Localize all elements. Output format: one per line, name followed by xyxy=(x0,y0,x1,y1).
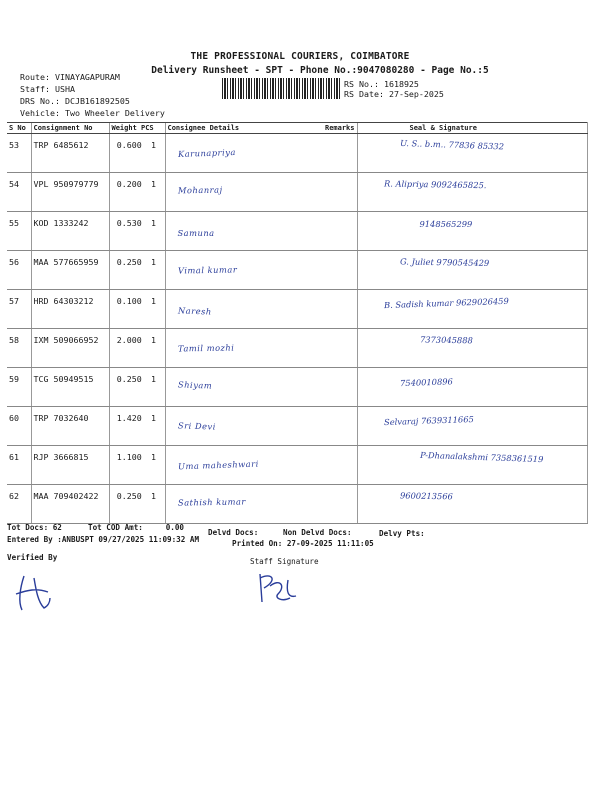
consignee-handwriting: Sathish kumar xyxy=(177,496,246,508)
row-consignee xyxy=(165,212,309,251)
col-weight-pcs: Weight PCS xyxy=(109,123,165,134)
col-remarks: Remarks xyxy=(309,123,357,134)
consignee-handwriting: Mohanraj xyxy=(177,184,223,196)
consignee-handwriting: Tamil mozhi xyxy=(177,342,234,354)
col-consignee: Consignee Details xyxy=(165,123,309,134)
row-pcs: 1 xyxy=(149,329,165,368)
table-row xyxy=(7,173,587,212)
staff-signature-label: Staff Signature xyxy=(250,557,319,566)
consignee-handwriting: Sri Devi xyxy=(177,420,216,432)
row-seal-signature xyxy=(357,173,587,212)
row-sno: 58 xyxy=(7,329,31,368)
row-weight: 0.100 xyxy=(109,290,149,329)
row-sno: 56 xyxy=(7,251,31,290)
row-pcs: 1 xyxy=(149,485,165,524)
row-pcs: 1 xyxy=(149,368,165,407)
row-pcs: 1 xyxy=(149,173,165,212)
row-weight: 1.100 xyxy=(109,446,149,485)
seal-handwriting: P-Dhanalakshmi 7358361519 xyxy=(419,449,544,465)
seal-handwriting: 7540010896 xyxy=(399,376,453,389)
table-row xyxy=(7,134,587,173)
row-consignment-no: HRD 64303212 xyxy=(31,290,109,329)
table-row xyxy=(7,251,587,290)
verified-by-label: Verified By xyxy=(7,553,58,562)
rs-number: RS No.: 1618925 xyxy=(344,79,419,89)
delivery-points: Delvy Pts: xyxy=(379,529,425,538)
row-weight: 0.250 xyxy=(109,485,149,524)
seal-handwriting: 9148565299 xyxy=(419,219,473,229)
seal-handwriting: B. Sadish kumar 9629026459 xyxy=(383,295,509,311)
runsheet-table xyxy=(7,122,588,524)
row-consignee xyxy=(165,485,309,524)
row-weight: 2.000 xyxy=(109,329,149,368)
row-consignment-no: TRP 7032640 xyxy=(31,407,109,446)
row-weight: 0.200 xyxy=(109,173,149,212)
row-remarks xyxy=(309,212,357,251)
row-consignment-no: VPL 950979779 xyxy=(31,173,109,212)
table-row xyxy=(7,290,587,329)
table-row xyxy=(7,407,587,446)
entered-by: Entered By :ANBUSPT 09/27/2025 11:09:32 AM xyxy=(7,535,200,544)
row-seal-signature xyxy=(357,485,587,524)
row-weight: 0.530 xyxy=(109,212,149,251)
row-remarks xyxy=(309,407,357,446)
row-sno: 62 xyxy=(7,485,31,524)
delivered-docs: Delvd Docs: xyxy=(208,528,259,537)
printed-on: Printed On: 27-09-2025 11:11:05 xyxy=(232,539,374,548)
route-label: Route: VINAYAGAPURAM xyxy=(20,72,120,82)
row-weight: 0.250 xyxy=(109,368,149,407)
seal-handwriting: G. Juliet 9790545429 xyxy=(399,256,489,268)
col-consignment: Consignment No xyxy=(31,123,109,134)
staff-signature xyxy=(252,568,302,608)
row-pcs: 1 xyxy=(149,251,165,290)
row-weight: 1.420 xyxy=(109,407,149,446)
row-consignment-no: IXM 509066952 xyxy=(31,329,109,368)
vehicle-label: Vehicle: Two Wheeler Delivery xyxy=(20,108,165,118)
row-consignee xyxy=(165,407,309,446)
row-sno: 55 xyxy=(7,212,31,251)
table-header-row xyxy=(7,123,587,134)
col-sno: S No xyxy=(7,123,31,134)
row-sno: 54 xyxy=(7,173,31,212)
row-remarks xyxy=(309,290,357,329)
row-seal-signature xyxy=(357,251,587,290)
row-remarks xyxy=(309,251,357,290)
row-consignment-no: MAA 577665959 xyxy=(31,251,109,290)
row-weight: 0.600 xyxy=(109,134,149,173)
row-sno: 53 xyxy=(7,134,31,173)
row-remarks xyxy=(309,134,357,173)
rs-date: RS Date: 27-Sep-2025 xyxy=(344,89,444,99)
row-consignee xyxy=(165,290,309,329)
row-consignee xyxy=(165,173,309,212)
consignee-handwriting: Karunapriya xyxy=(177,146,236,160)
row-consignee xyxy=(165,329,309,368)
consignee-handwriting: Uma maheshwari xyxy=(177,458,259,472)
table-row xyxy=(7,212,587,251)
row-seal-signature xyxy=(357,446,587,485)
col-seal: Seal & Signature xyxy=(357,123,587,134)
row-sno: 57 xyxy=(7,290,31,329)
seal-handwriting: 7373045888 xyxy=(419,334,473,346)
table-row xyxy=(7,485,587,524)
row-consignee xyxy=(165,134,309,173)
row-consignee xyxy=(165,446,309,485)
consignee-handwriting: Samuna xyxy=(177,228,215,238)
row-consignee xyxy=(165,251,309,290)
row-pcs: 1 xyxy=(149,446,165,485)
row-sno: 59 xyxy=(7,368,31,407)
row-seal-signature xyxy=(357,329,587,368)
row-consignment-no: RJP 3666815 xyxy=(31,446,109,485)
drs-number: DRS No.: DCJB161892505 xyxy=(20,96,130,106)
tot-docs: Tot Docs: 62 xyxy=(7,523,62,532)
consignee-handwriting: Naresh xyxy=(177,305,212,317)
row-seal-signature xyxy=(357,290,587,329)
seal-handwriting: 9600213566 xyxy=(399,490,453,502)
verified-signature xyxy=(14,568,54,616)
row-sno: 60 xyxy=(7,407,31,446)
row-pcs: 1 xyxy=(149,134,165,173)
row-pcs: 1 xyxy=(149,290,165,329)
row-remarks xyxy=(309,173,357,212)
company-title: THE PROFESSIONAL COURIERS, COIMBATORE xyxy=(190,51,410,62)
staff-label: Staff: USHA xyxy=(20,84,75,94)
row-remarks xyxy=(309,329,357,368)
row-consignment-no: MAA 709402422 xyxy=(31,485,109,524)
row-pcs: 1 xyxy=(149,407,165,446)
consignee-handwriting: Vimal kumar xyxy=(177,264,237,276)
non-delivered-docs: Non Delvd Docs: xyxy=(283,528,352,537)
row-consignment-no: TCG 50949515 xyxy=(31,368,109,407)
row-pcs: 1 xyxy=(149,212,165,251)
table-row xyxy=(7,368,587,407)
row-seal-signature xyxy=(357,368,587,407)
table-row xyxy=(7,329,587,368)
row-consignee xyxy=(165,368,309,407)
row-seal-signature xyxy=(357,212,587,251)
tot-cod-amount: Tot COD Amt: 0.00 xyxy=(88,523,185,532)
table-row xyxy=(7,446,587,485)
row-seal-signature xyxy=(357,407,587,446)
consignee-handwriting: Shiyam xyxy=(177,379,212,391)
row-consignment-no: KOD 1333242 xyxy=(31,212,109,251)
row-weight: 0.250 xyxy=(109,251,149,290)
barcode xyxy=(222,78,340,99)
row-remarks xyxy=(309,485,357,524)
row-consignment-no: TRP 6485612 xyxy=(31,134,109,173)
row-remarks xyxy=(309,368,357,407)
row-remarks xyxy=(309,446,357,485)
row-sno: 61 xyxy=(7,446,31,485)
seal-handwriting: R. Alipriya 9092465825. xyxy=(383,178,487,191)
seal-handwriting: U. S.. b.m.. 77836 85332 xyxy=(399,137,504,152)
row-seal-signature xyxy=(357,134,587,173)
seal-handwriting: Selvaraj 7639311665 xyxy=(383,414,474,428)
runsheet-subtitle: Delivery Runsheet - SPT - Phone No.:9047080280 - Page No.:5 xyxy=(151,65,489,76)
